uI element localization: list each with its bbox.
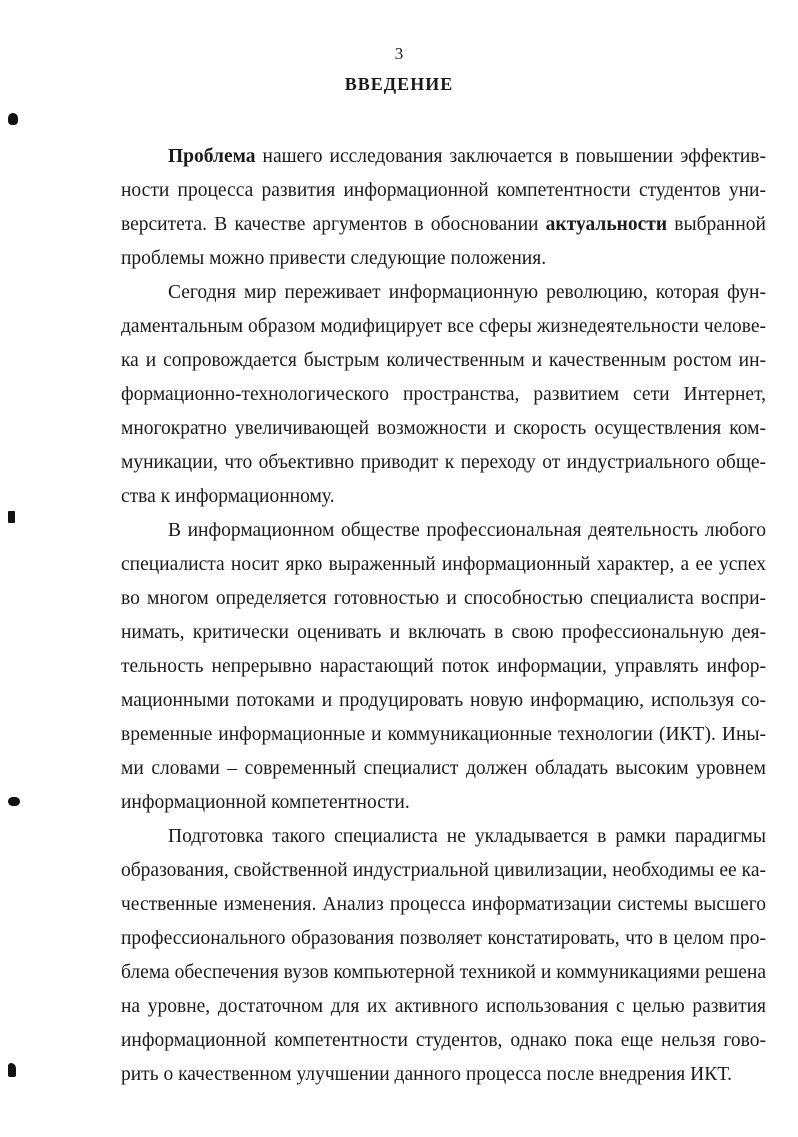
text-line bbox=[121, 276, 766, 310]
text-run: тельность непрерывно нарастающий поток информации, управлять инфор- bbox=[121, 656, 766, 677]
text-run: специалиста носит ярко выраженный информационный характер, а ее успех bbox=[121, 554, 766, 575]
text-run: профессионального образования позволяет констатировать, что в целом про- bbox=[121, 928, 766, 949]
text-line bbox=[121, 650, 766, 684]
text-line bbox=[121, 684, 766, 718]
text-line bbox=[121, 412, 766, 446]
scan-artifact bbox=[8, 113, 18, 125]
paragraph bbox=[121, 276, 766, 514]
text-line bbox=[121, 922, 766, 956]
scan-artifact bbox=[8, 797, 20, 806]
text-run: формационно-технологического пространства, развитием сети Интернет, bbox=[121, 384, 766, 405]
scan-artifact bbox=[8, 511, 15, 523]
paragraph bbox=[121, 514, 766, 820]
text-run: многократно увеличивающей возможности и скорость осуществления ком- bbox=[121, 418, 766, 439]
text-run: верситета. В качестве аргументов в обосновании bbox=[121, 214, 546, 235]
text-line bbox=[121, 480, 766, 514]
text-line bbox=[121, 786, 766, 820]
text-line bbox=[121, 1024, 766, 1058]
text-line bbox=[121, 174, 766, 208]
page-number: 3 bbox=[394, 44, 404, 63]
text-run: выбранной bbox=[667, 214, 766, 235]
text-line bbox=[121, 514, 766, 548]
text-run: информационной компетентности. bbox=[121, 792, 410, 813]
scan-artifact bbox=[8, 1063, 16, 1077]
paragraph bbox=[121, 820, 766, 1092]
text-run: Подготовка такого специалиста не укладывается в рамки парадигмы bbox=[168, 826, 766, 847]
text-run: информационной компетентности студентов, однако пока еще нельзя гово- bbox=[121, 1030, 766, 1051]
text-run: блема обеспечения вузов компьютерной техникой и коммуникациями решена bbox=[121, 962, 766, 983]
text-run: даментальным образом модифицирует все сферы жизнедеятельности челове- bbox=[121, 316, 766, 337]
text-line bbox=[121, 1058, 766, 1092]
emphasis-term: актуальности bbox=[545, 214, 668, 235]
text-run: Сегодня мир переживает информационную революцию, которая фун- bbox=[168, 282, 766, 303]
text-line bbox=[121, 208, 766, 242]
text-line bbox=[121, 752, 766, 786]
text-line bbox=[121, 344, 766, 378]
text-run: нимать, критически оценивать и включать в свою профессиональную дея- bbox=[121, 622, 766, 643]
text-line bbox=[121, 888, 766, 922]
text-run: нашего исследования заключается в повышении эффектив- bbox=[255, 146, 766, 167]
text-line bbox=[121, 548, 766, 582]
text-run: образования, свойственной индустриальной цивилизации, необходимы ее ка- bbox=[121, 860, 766, 881]
text-run: В информационном обществе профессиональная деятельность любого bbox=[168, 520, 766, 541]
text-line bbox=[121, 616, 766, 650]
text-run: ми словами – современный специалист должен обладать высоким уровнем bbox=[121, 758, 766, 779]
paragraph bbox=[121, 140, 766, 276]
emphasis-term: Проблема bbox=[168, 146, 256, 167]
text-line bbox=[121, 242, 766, 276]
text-run: мационными потоками и продуцировать новую информацию, используя со- bbox=[121, 690, 766, 711]
text-line bbox=[121, 582, 766, 616]
text-line bbox=[121, 310, 766, 344]
text-line bbox=[121, 820, 766, 854]
text-line bbox=[121, 718, 766, 752]
text-run: ка и сопровождается быстрым количественным и качественным ростом ин- bbox=[121, 350, 766, 371]
page-title: ВВЕДЕНИЕ bbox=[344, 74, 454, 94]
text-line bbox=[121, 446, 766, 480]
text-run: на уровне, достаточном для их активного использования с целью развития bbox=[121, 996, 766, 1017]
text-line bbox=[121, 956, 766, 990]
text-line bbox=[121, 378, 766, 412]
text-run: во многом определяется готовностью и способностью специалиста воспри- bbox=[121, 588, 766, 609]
text-run: рить о качественном улучшении данного процесса после внедрения ИКТ. bbox=[121, 1064, 733, 1085]
text-run: ства к информационному. bbox=[121, 486, 335, 507]
body-text bbox=[121, 140, 766, 1092]
text-run: временные информационные и коммуникационные технологии (ИКТ). Ины- bbox=[121, 724, 766, 745]
text-run: ности процесса развития информационной компетентности студентов уни- bbox=[121, 180, 766, 201]
text-run: чественные изменения. Анализ процесса информатизации системы высшего bbox=[121, 894, 766, 915]
text-line bbox=[121, 140, 766, 174]
text-run: муникации, что объективно приводит к переходу от индустриального обще- bbox=[121, 452, 766, 473]
text-line bbox=[121, 990, 766, 1024]
text-line bbox=[121, 854, 766, 888]
text-run: проблемы можно привести следующие положения. bbox=[121, 248, 547, 269]
